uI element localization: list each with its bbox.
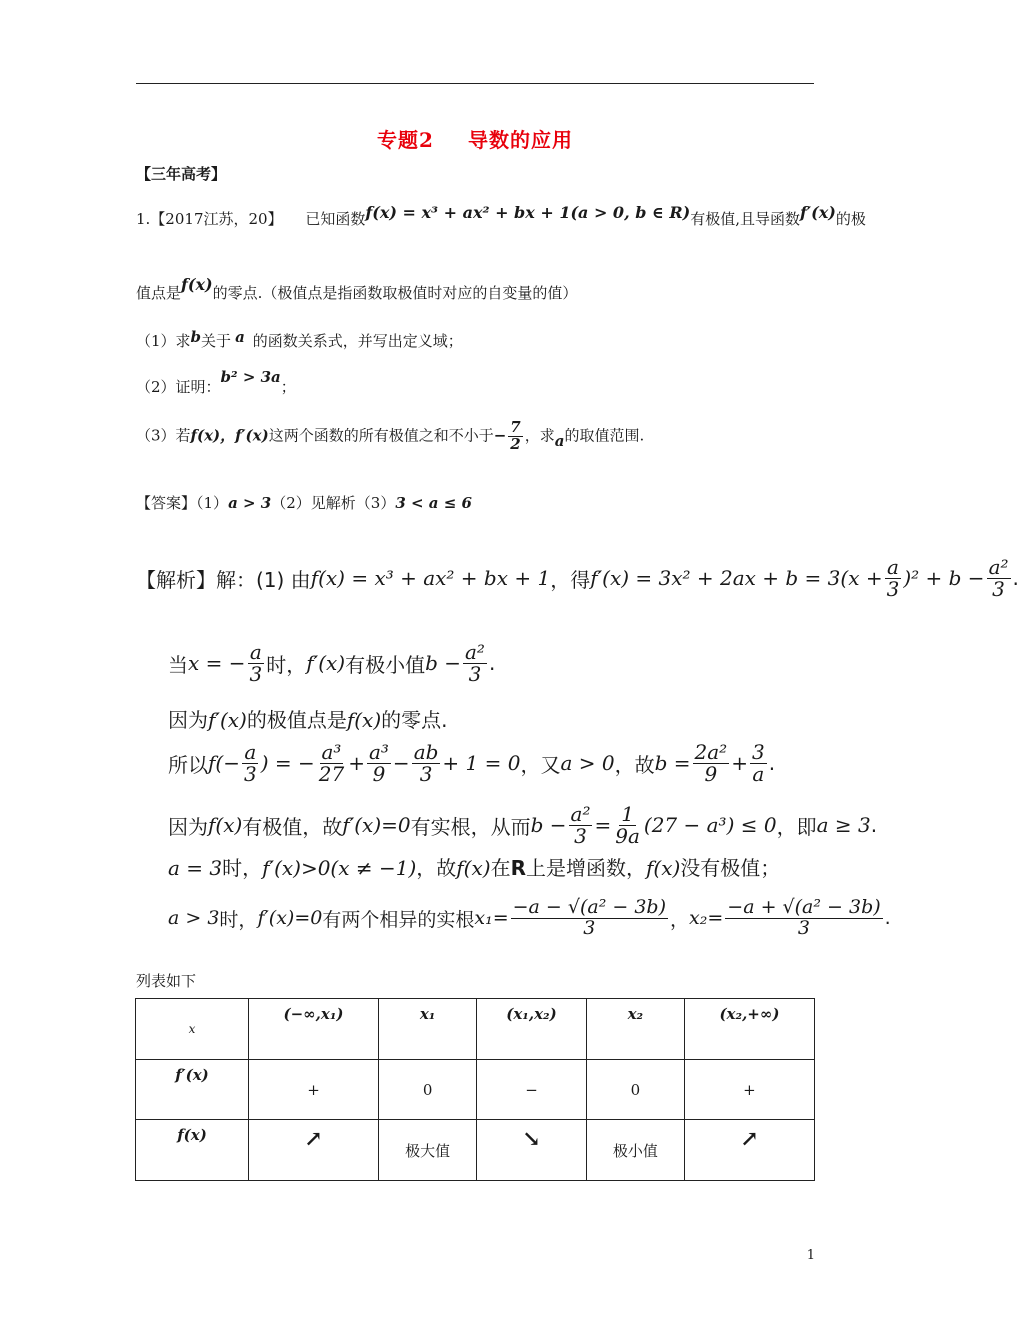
sol-l6-j: 没有极值； [680, 856, 781, 880]
sol-l2-frac-den: 3 [249, 661, 263, 686]
sol-l2-frac2-num: a² [465, 639, 485, 664]
problem-number: 1.【2017江苏，20】 [136, 210, 283, 228]
table-cell-min: 极小值 [586, 1120, 684, 1181]
sol-l6-a: a = 3 [168, 856, 223, 880]
sol-l4-a: 所以 [168, 752, 208, 777]
sol-l4-k: + [731, 751, 748, 775]
sol-l5-b: f(x) [208, 813, 243, 837]
sol-l6-g: R [510, 856, 526, 880]
q2-formula: b² > 3a [220, 368, 281, 386]
sol-l4-h: a > 0 [560, 751, 615, 775]
sol-l7-frac1 [511, 895, 668, 939]
sol-l4-f5d: 9 [704, 761, 718, 786]
sol-l5-f1d: 3 [574, 823, 587, 848]
table-cell-interval-3: (x₂,+∞) [684, 999, 814, 1060]
question-1 [136, 330, 463, 351]
sol-l7-g: x₂= [689, 907, 724, 929]
q1-mid: 关于 [201, 332, 232, 350]
table-cell-zero: 0 [586, 1060, 684, 1120]
sol-l2-end: . [488, 651, 496, 675]
variation-table [135, 998, 815, 1181]
sol-l4-g: ，又 [520, 752, 561, 777]
decreasing-arrow-icon: ↘ [477, 1120, 587, 1181]
q3-suffix: 的取值范围. [564, 426, 645, 445]
problem-line2-suffix: 的零点.（极值点是指函数取极值时对应的自变量的值） [212, 284, 578, 302]
problem-line-1 [136, 203, 866, 229]
sol-l6-c: f′(x)>0(x ≠ −1) [262, 856, 417, 880]
solution-line-3 [168, 704, 447, 733]
problem-fprime: f′(x) [800, 203, 836, 222]
sol-l1-frac2-num: a² [988, 554, 1009, 579]
q3-a: a [554, 432, 565, 451]
table-cell-x2: x₂ [586, 999, 684, 1060]
q1-prefix: （1）求 [136, 332, 191, 350]
sol-l2-c: 时， [266, 652, 307, 677]
sol-l7-frac2 [725, 895, 882, 939]
sol-l7-b: 时， [219, 908, 258, 931]
sol-l5-a: 因为 [168, 814, 208, 839]
sol-l6-e: f(x) [456, 856, 491, 880]
sol-l6-d: ，故 [416, 856, 457, 880]
problem-text1: 有极值,且导函数 [690, 210, 801, 228]
sol-l4-frac2 [317, 739, 346, 786]
header-rule [136, 83, 814, 84]
sol-l1-end: . [1012, 566, 1019, 590]
sol-l7-end: . [884, 907, 891, 929]
table-row-fprime [136, 1060, 815, 1120]
sol-l5-g: = [594, 813, 612, 837]
q3-mid: 这两个函数的所有极值之和不小于 [268, 426, 494, 445]
sol-l3-c: 的极值点是 [246, 708, 347, 732]
sol-l4-f6d: a [752, 761, 765, 786]
solution-line-4 [168, 738, 775, 788]
answer-p1: （1） [196, 494, 229, 512]
q3-fraction [508, 420, 522, 453]
sol-l5-j: a ≥ 3 [816, 813, 871, 837]
sol-l5-i: ，即 [776, 814, 817, 839]
answer-p1-val: a > 3 [228, 494, 272, 512]
solution-line-7 [168, 890, 891, 946]
sol-l7-f2n: −a + √(a² − 3b) [727, 895, 881, 918]
sol-l3-d: f(x) [346, 708, 382, 732]
sol-l7-c: f′(x)=0 [257, 907, 323, 929]
sol-l1-frac2 [987, 554, 1011, 601]
problem-line2-prefix: 值点是 [136, 284, 182, 302]
problem-line-2 [136, 275, 578, 303]
q2-prefix: （2）证明： [136, 378, 221, 396]
sol-l5-frac1 [569, 801, 593, 848]
sol-l4-f1n: a [244, 739, 257, 764]
q1-a: a [235, 328, 245, 346]
table-cell-x1: x₁ [379, 999, 477, 1060]
sol-l5-f1n: a² [570, 801, 591, 826]
sol-l1-frac2-den: 3 [992, 576, 1005, 601]
q3-frac-sign: − [493, 426, 507, 445]
problem-fx: f(x) [181, 275, 213, 294]
sol-l4-end: . [768, 751, 776, 775]
solution-line-2 [168, 638, 495, 688]
sol-l4-f4n: ab [413, 739, 439, 764]
solution-line-6 [168, 852, 780, 881]
table-row-label-f: f(x) [136, 1120, 249, 1181]
title-part2: 导数的应用 [467, 128, 573, 152]
sol-l4-f: + 1 = 0 [442, 751, 521, 775]
sol-l1-d: f′(x) = 3x² + 2ax + b = 3(x + [590, 566, 883, 590]
title-part1: 专题2 [377, 128, 434, 152]
sol-l5-e: 有实根，从而 [410, 814, 531, 839]
sol-l7-a: a > 3 [168, 907, 220, 929]
q1-b: b [190, 328, 202, 346]
sol-l1-a: 解：(1) 由 [216, 567, 311, 592]
question-3 [136, 420, 644, 453]
sol-l4-f4d: 3 [419, 761, 433, 786]
solution-label: 【解析】 [136, 567, 216, 592]
table-header-row [136, 999, 815, 1060]
solution-line-1 [136, 553, 1019, 603]
sol-l1-e: )² + b − [903, 566, 985, 590]
sol-l4-frac6 [750, 739, 767, 786]
q3-frac-num: 7 [510, 418, 521, 436]
table-intro: 列表如下 [136, 972, 197, 990]
sol-l4-c: ) = − [260, 751, 315, 775]
table-cell-sign: − [477, 1060, 587, 1120]
sol-l7-f1d: 3 [583, 916, 596, 939]
sol-l4-frac5 [693, 739, 730, 786]
q3-funcs: f(x)，f′(x) [190, 426, 269, 445]
q3-after: ，求 [524, 426, 555, 445]
sol-l4-f3n: a³ [368, 739, 389, 764]
sol-l6-f: 在 [490, 856, 511, 880]
sol-l1-b: f(x) = x³ + ax² + bx + 1 [310, 566, 551, 590]
table-cell-sign: + [249, 1060, 379, 1120]
sol-l5-f2d: 9a [615, 823, 640, 848]
sol-l4-j: b = [654, 751, 691, 775]
table-cell-x: x [136, 999, 249, 1060]
sol-l2-frac2-den: 3 [468, 661, 482, 686]
sol-l2-f: b − [425, 651, 461, 675]
sol-l4-b: f(− [208, 751, 240, 775]
sol-l4-i: ，故 [614, 752, 655, 777]
table-row-label-fprime: f′(x) [136, 1060, 249, 1120]
answer-line [136, 492, 472, 513]
sol-l7-f1n: −a − √(a² − 3b) [512, 895, 666, 918]
problem-intro: 已知函数 [305, 210, 366, 228]
answer-p3-val: 3 < a ≤ 6 [395, 494, 472, 512]
sol-l3-b: f′(x) [208, 708, 247, 732]
q3-frac-den: 2 [510, 434, 521, 453]
section-label: 【三年高考】 [136, 165, 227, 183]
table-cell-interval-2: (x₁,x₂) [477, 999, 587, 1060]
sol-l6-b: 时， [222, 856, 263, 880]
sol-l7-e: x₁= [474, 907, 509, 929]
sol-l4-f2d: 27 [318, 761, 345, 786]
sol-l4-f2n: a³ [321, 739, 342, 764]
sol-l2-e: 有极小值 [345, 652, 426, 677]
sol-l2-b: x = − [188, 651, 246, 675]
q3-prefix: （3）若 [136, 426, 191, 445]
sol-l2-frac2 [463, 639, 487, 686]
sol-l7-f2d: 3 [797, 916, 811, 939]
sol-l4-f1d: 3 [243, 761, 257, 786]
problem-formula: f(x) = x³ + ax² + bx + 1(a > 0, b ∈ R) [365, 203, 691, 222]
sol-l4-frac1 [242, 739, 259, 786]
table-cell-interval-1: (−∞,x₁) [249, 999, 379, 1060]
sol-l1-c: ，得 [550, 567, 591, 592]
sol-l1-frac-den: 3 [886, 576, 900, 601]
q1-suffix: 的函数关系式，并写出定义域； [252, 332, 463, 350]
q2-suffix: ； [280, 378, 296, 396]
solution-line-5 [168, 800, 877, 850]
table-cell-sign: + [684, 1060, 814, 1120]
sol-l1-frac-num: a [887, 554, 899, 579]
sol-l4-e: − [392, 751, 410, 775]
sol-l5-frac2 [613, 801, 642, 848]
answer-p2: （2）见解析（3） [271, 494, 396, 512]
sol-l4-frac3 [367, 739, 391, 786]
sol-l4-frac4 [412, 739, 441, 786]
sol-l5-f2n: 1 [621, 801, 634, 826]
sol-l5-d: f′(x)=0 [342, 813, 411, 837]
sol-l5-h: (27 − a³) ≤ 0 [643, 813, 777, 837]
sol-l2-frac [248, 639, 265, 686]
page-title [0, 124, 950, 153]
sol-l3-e: 的零点. [381, 708, 448, 732]
problem-text2: 的极 [835, 210, 866, 228]
increasing-arrow-icon: ↗ [684, 1120, 814, 1181]
increasing-arrow-icon: ↗ [249, 1120, 379, 1181]
question-2 [136, 368, 296, 397]
sol-l1-frac [885, 554, 902, 601]
sol-l5-c: 有极值，故 [242, 814, 343, 839]
sol-l6-i: f(x) [645, 856, 681, 880]
sol-l2-d: f′(x) [306, 651, 346, 675]
sol-l6-h: 上是增函数， [525, 856, 646, 880]
page-number: 1 [806, 1248, 815, 1263]
table-cell-zero: 0 [379, 1060, 477, 1120]
table-row-f [136, 1120, 815, 1181]
sol-l4-f6n: 3 [751, 739, 765, 764]
sol-l4-f3d: 9 [372, 761, 386, 786]
sol-l4-d: + [348, 751, 365, 775]
table-cell-max: 极大值 [379, 1120, 477, 1181]
sol-l7-d: 有两个相异的实根 [322, 908, 475, 931]
answer-label: 【答案】 [136, 494, 197, 512]
sol-l5-end: . [870, 813, 878, 837]
sol-l4-f5n: 2a² [694, 739, 728, 764]
sol-l7-f: ， [670, 908, 690, 931]
sol-l3-a: 因为 [168, 708, 208, 732]
sol-l5-f: b − [530, 813, 567, 837]
sol-l2-frac-num: a [249, 639, 262, 664]
sol-l2-a: 当 [168, 652, 188, 677]
